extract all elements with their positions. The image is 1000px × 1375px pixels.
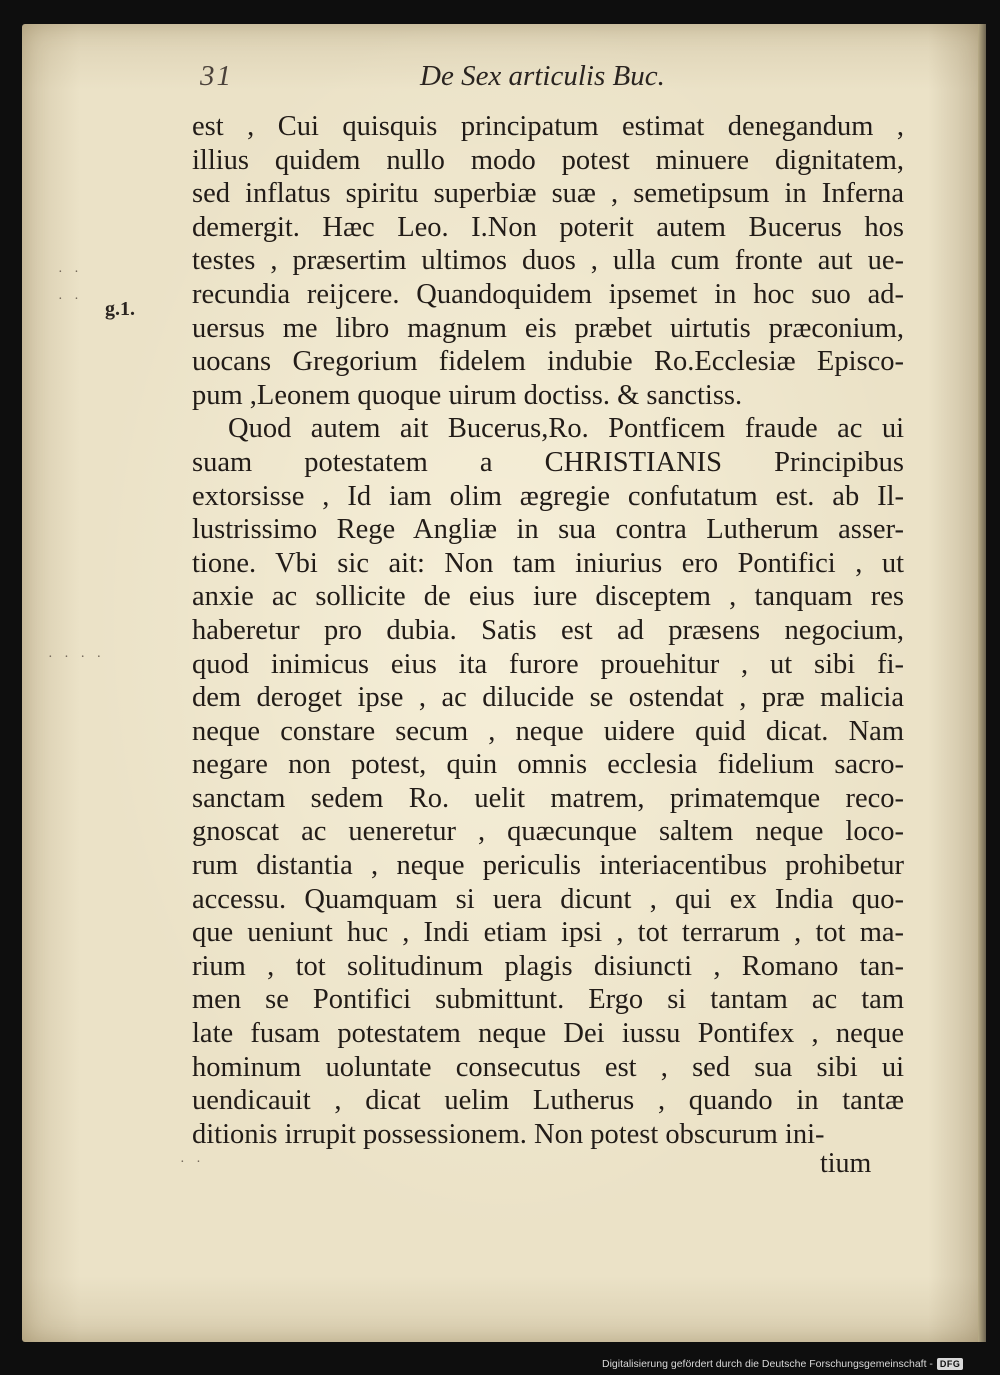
- text-line: ditionis irrupit possessionem. Non potest obscurum ini-: [192, 1118, 825, 1150]
- body-text: [192, 110, 904, 1151]
- text-line: testes , præsertim ultimos duos , ulla cum fronte aut ue-: [192, 245, 904, 277]
- text-line: que ueniunt huc , Indi etiam ipsi , tot terrarum , tot ma-: [192, 917, 904, 949]
- margin-speck: · ·: [180, 1155, 205, 1170]
- text-line: rium , tot solitudinum plagis disiuncti , Romano tan-: [192, 950, 904, 982]
- text-line: hominum uoluntate consecutus est , sed sua sibi ui: [192, 1051, 904, 1083]
- marginal-note: g.1.: [105, 298, 135, 320]
- text-line: suam potestatem a CHRISTIANIS Principibus: [192, 446, 904, 478]
- text-line: sed inflatus spiritu superbiæ suæ , semetipsum in Inferna: [192, 178, 904, 210]
- text-line: recundia reijcere. Quandoquidem ipsemet in hoc suo ad-: [192, 278, 904, 310]
- margin-speck: · ·: [58, 265, 83, 280]
- text-line: negare non potest, quin omnis ecclesia fidelium sacro-: [192, 749, 904, 781]
- text-line: pum ,Leonem quoque uirum doctiss. & sanctiss.: [192, 379, 743, 411]
- text-line: neque constare secum , neque uidere quid dicat. Nam: [192, 715, 904, 747]
- text-line: uersus me libro magnum eis præbet uirtutis præconium,: [192, 312, 904, 344]
- page-edge-shadow: [978, 24, 986, 1342]
- text-line: extorsisse , Id iam olim ægregie confutatum est. ab Il-: [192, 480, 904, 512]
- footer-credit: Digitalisierung gefördert durch die Deutsche Forschungsgemeinschaft -: [602, 1358, 933, 1370]
- text-line: illius quidem nullo modo potest minuere dignitatem,: [192, 144, 904, 176]
- margin-speck: · · · ·: [48, 650, 106, 665]
- text-line: quod inimicus eius ita furore prouehitur , ut sibi fi-: [192, 648, 904, 680]
- catchword: tium: [820, 1148, 872, 1179]
- text-line: lustrissimo Rege Angliæ in sua contra Lutherum asser-: [192, 514, 904, 546]
- margin-speck: · ·: [58, 292, 83, 307]
- running-head: [0, 60, 1000, 100]
- running-title: De Sex articulis Buc.: [420, 60, 665, 92]
- text-line: men se Pontifici submittunt. Ergo si tantam ac tam: [192, 984, 904, 1016]
- page-number: 31: [200, 60, 233, 92]
- text-line: sanctam sedem Ro. uelit matrem, primatemque reco-: [192, 782, 904, 814]
- text-line: tione. Vbi sic ait: Non tam iniurius ero Pontifici , ut: [192, 547, 904, 579]
- text-line: anxie ac sollicite de eius iure disceptem , tanquam res: [192, 581, 904, 613]
- text-line: gnoscat ac ueneretur , quæcunque saltem neque loco-: [192, 816, 904, 848]
- dfg-logo-icon: DFG: [937, 1358, 964, 1370]
- text-line: rum distantia , neque periculis interiacentibus prohibetur: [192, 850, 904, 882]
- text-line: dem deroget ipse , ac dilucide se ostendat , præ malicia: [192, 682, 904, 714]
- text-line: haberetur pro dubia. Satis est ad præsens negocium,: [192, 614, 904, 646]
- text-line: late fusam potestatem neque Dei iussu Pontifex , neque: [192, 1018, 904, 1050]
- text-line: Quod autem ait Bucerus,Ro. Pontficem fraude ac ui: [228, 413, 904, 445]
- text-line: accessu. Quamquam si uera dicunt , qui ex India quo-: [192, 883, 904, 915]
- text-line: demergit. Hæc Leo. I.Non poterit autem Bucerus hos: [192, 211, 904, 243]
- digitization-footer: [602, 1356, 963, 1372]
- text-line: est , Cui quisquis principatum estimat denegandum ,: [192, 111, 904, 142]
- text-line: uendicauit , dicat uelim Lutherus , quando in tantæ: [192, 1085, 904, 1117]
- text-line: uocans Gregorium fidelem indubie Ro.Ecclesiæ Episco-: [192, 346, 904, 378]
